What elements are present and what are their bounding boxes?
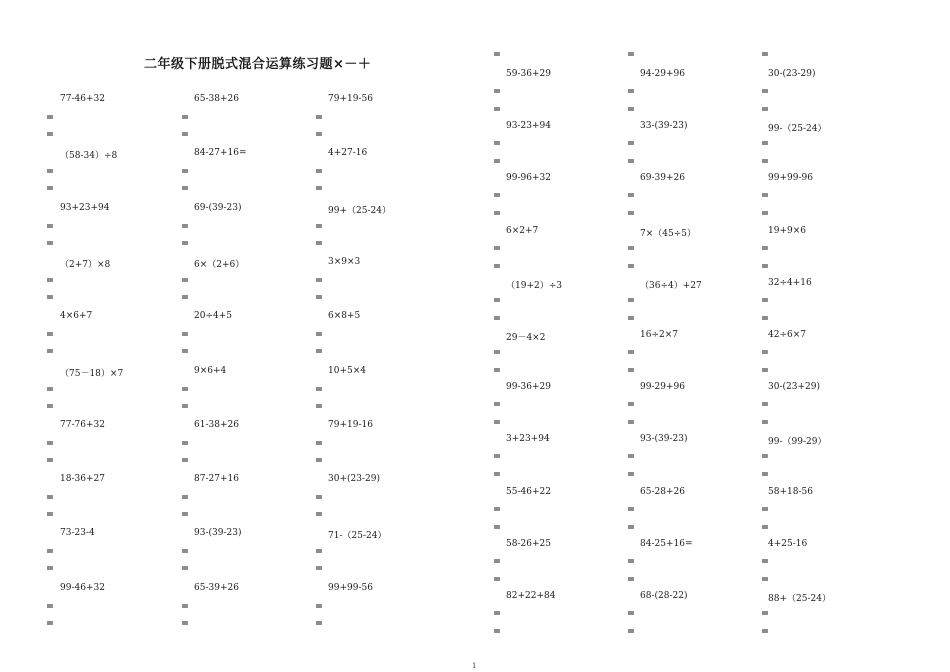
equals-sign: =	[181, 166, 189, 178]
equals-sign: =	[181, 437, 189, 449]
problem-text: 19+9×6	[768, 225, 806, 236]
problem-text: 99+99-96	[768, 173, 813, 184]
problem-text: 99-36+29	[506, 382, 551, 393]
equals-sign: =	[181, 183, 189, 195]
equals-sign: =	[181, 237, 189, 249]
equals-sign: =	[493, 138, 501, 150]
problem-text: 71-（25-24）	[328, 531, 387, 542]
equals-sign: =	[315, 112, 323, 123]
problem-text: 99-（99-29）	[768, 437, 827, 448]
equals-sign: =	[315, 454, 323, 466]
equals-sign: =	[627, 451, 635, 463]
equals-sign: =	[627, 503, 635, 515]
equals-sign: =	[493, 190, 501, 202]
problem-text: 93-(39-23)	[640, 434, 688, 445]
equals-sign: =	[181, 563, 189, 575]
equals-sign: =	[627, 86, 635, 97]
problem-text: 6×8+5	[328, 311, 361, 322]
equals-sign: =	[46, 274, 54, 286]
problem-text: 59-36+29	[506, 69, 551, 79]
problem-text: 68-(28-22)	[640, 591, 688, 601]
equals-sign: =	[46, 383, 54, 395]
equals-sign: =	[493, 312, 501, 324]
problem-text: 88+（25-24）	[768, 594, 831, 604]
equals-sign: =	[46, 346, 54, 358]
problem-text: 99-（25-24）	[768, 124, 827, 135]
equals-sign: =	[181, 220, 189, 232]
equals-sign: =	[315, 329, 323, 341]
equals-sign: =	[315, 383, 323, 395]
equals-sign: =	[627, 208, 635, 220]
equals-sign: =	[627, 156, 635, 168]
problem-text: 61-38+26	[194, 419, 239, 430]
equals-sign: =	[315, 492, 323, 504]
problem-text: 7×（45÷5）	[640, 228, 696, 239]
equals-sign: =	[627, 608, 635, 619]
equals-sign: =	[46, 563, 54, 575]
equals-sign: =	[46, 492, 54, 504]
equals-sign: =	[181, 492, 189, 504]
equals-sign: =	[181, 274, 189, 286]
equals-sign: =	[46, 617, 54, 629]
equals-sign: =	[46, 437, 54, 449]
equals-sign: =	[315, 183, 323, 195]
problem-text: （2+7）×8	[60, 259, 111, 270]
problem-text: 77-76+32	[60, 419, 105, 430]
equals-sign: =	[627, 190, 635, 202]
equals-sign: =	[46, 237, 54, 249]
equals-sign: =	[46, 129, 54, 140]
equals-sign: =	[181, 346, 189, 358]
equals-sign: =	[627, 347, 635, 358]
equals-sign: =	[493, 451, 501, 463]
equals-sign: =	[761, 156, 769, 168]
equals-sign: =	[315, 237, 323, 249]
equals-sign: =	[46, 600, 54, 612]
equals-sign: =	[761, 104, 769, 115]
equals-sign: =	[761, 312, 769, 324]
problem-text: 93-23+94	[506, 121, 551, 132]
equals-sign: =	[493, 521, 501, 533]
equals-sign: =	[493, 469, 501, 481]
equals-sign: =	[493, 242, 501, 254]
problem-text: 58-26+25	[506, 538, 551, 549]
problem-text: 79+19-56	[328, 94, 373, 104]
equals-sign: =	[493, 365, 501, 376]
problem-text: 84-27+16=	[194, 148, 247, 159]
equals-sign: =	[493, 555, 501, 567]
equals-sign: =	[761, 573, 769, 585]
equals-sign: =	[315, 563, 323, 575]
problem-text: 87-27+16	[194, 474, 239, 485]
problem-text: 73-23-4	[60, 528, 95, 539]
equals-sign: =	[627, 573, 635, 585]
problem-text: 82+22+84	[506, 591, 556, 601]
problem-text: （75－18）×7	[60, 368, 124, 379]
equals-sign: =	[46, 454, 54, 466]
equals-sign: =	[761, 417, 769, 429]
equals-sign: =	[493, 104, 501, 115]
equals-sign: =	[627, 312, 635, 324]
equals-sign: =	[493, 347, 501, 358]
problem-text: 69-39+26	[640, 173, 685, 184]
equals-sign: =	[761, 555, 769, 567]
equals-sign: =	[761, 294, 769, 306]
equals-sign: =	[493, 608, 501, 619]
equals-sign: =	[181, 383, 189, 395]
problem-text: 10+5×4	[328, 365, 366, 376]
equals-sign: =	[761, 86, 769, 97]
equals-sign: =	[315, 546, 323, 558]
equals-sign: =	[761, 190, 769, 202]
equals-sign: =	[315, 274, 323, 286]
problem-text: 99+（25-24）	[328, 205, 391, 216]
problem-text: 99-29+96	[640, 382, 685, 393]
equals-sign: =	[46, 183, 54, 195]
problem-text: 4×6+7	[60, 311, 93, 322]
equals-sign: =	[181, 291, 189, 303]
equals-sign: =	[761, 365, 769, 376]
equals-sign: =	[181, 112, 189, 123]
equals-sign: =	[627, 49, 635, 60]
problem-text: 65-38+26	[194, 94, 239, 104]
equals-sign: =	[315, 509, 323, 521]
problem-text: 30-(23+29)	[768, 382, 820, 393]
problem-text: 42÷6×7	[768, 330, 806, 340]
equals-sign: =	[761, 260, 769, 272]
problem-text: 4+25-16	[768, 538, 808, 549]
equals-sign: =	[315, 437, 323, 449]
problem-text: 18-36+27	[60, 474, 105, 485]
equals-sign: =	[181, 329, 189, 341]
problem-text: 93+23+94	[60, 202, 110, 213]
problem-text: 20÷4+5	[194, 311, 232, 322]
equals-sign: =	[315, 346, 323, 358]
equals-sign: =	[627, 104, 635, 115]
problem-text: 16÷2×7	[640, 330, 678, 340]
equals-sign: =	[627, 365, 635, 376]
problem-text: 94-29+96	[640, 69, 685, 79]
equals-sign: =	[315, 291, 323, 303]
equals-sign: =	[181, 546, 189, 558]
problem-text: 65-28+26	[640, 486, 685, 497]
equals-sign: =	[46, 329, 54, 341]
equals-sign: =	[493, 156, 501, 168]
equals-sign: =	[627, 469, 635, 481]
equals-sign: =	[761, 451, 769, 463]
equals-sign: =	[761, 503, 769, 515]
problem-text: 99+99-56	[328, 582, 373, 593]
equals-sign: =	[627, 399, 635, 411]
equals-sign: =	[315, 600, 323, 612]
equals-sign: =	[627, 626, 635, 637]
problem-text: （58-34）÷8	[60, 151, 118, 162]
page-title: 二年级下册脱式混合运算练习题×－＋	[144, 57, 372, 72]
problem-text: 65-39+26	[194, 582, 239, 593]
equals-sign: =	[315, 220, 323, 232]
equals-sign: =	[761, 208, 769, 220]
problem-text: 30-(23-29)	[768, 69, 816, 79]
equals-sign: =	[493, 86, 501, 97]
equals-sign: =	[493, 503, 501, 515]
equals-sign: =	[761, 399, 769, 411]
equals-sign: =	[493, 573, 501, 585]
problem-text: 33-(39-23)	[640, 121, 688, 132]
equals-sign: =	[181, 509, 189, 521]
problem-text: 30+(23-29)	[328, 474, 380, 485]
equals-sign: =	[493, 399, 501, 411]
problem-text: 69-(39-23)	[194, 202, 242, 213]
equals-sign: =	[493, 417, 501, 429]
problem-text: 55-46+22	[506, 486, 551, 497]
problem-text: 32÷4+16	[768, 277, 812, 288]
equals-sign: =	[761, 347, 769, 358]
equals-sign: =	[493, 626, 501, 637]
equals-sign: =	[315, 129, 323, 140]
problem-text: 29－4×2	[506, 333, 546, 343]
problem-text: 99-46+32	[60, 582, 105, 593]
equals-sign: =	[627, 521, 635, 533]
equals-sign: =	[761, 469, 769, 481]
equals-sign: =	[46, 509, 54, 521]
problem-text: 84-25+16=	[640, 538, 693, 549]
equals-sign: =	[315, 617, 323, 629]
equals-sign: =	[315, 400, 323, 412]
equals-sign: =	[761, 626, 769, 637]
problem-text: 3+23+94	[506, 434, 550, 445]
equals-sign: =	[315, 166, 323, 178]
equals-sign: =	[761, 521, 769, 533]
problem-text: 3×9×3	[328, 256, 361, 267]
problem-text: 99-96+32	[506, 173, 551, 184]
problem-text: 93-(39-23)	[194, 528, 242, 539]
equals-sign: =	[46, 112, 54, 123]
page-number: 1	[472, 662, 477, 670]
equals-sign: =	[46, 291, 54, 303]
equals-sign: =	[627, 555, 635, 567]
equals-sign: =	[761, 242, 769, 254]
equals-sign: =	[493, 208, 501, 220]
problem-text: 79+19-16	[328, 419, 373, 430]
equals-sign: =	[181, 129, 189, 140]
equals-sign: =	[181, 600, 189, 612]
equals-sign: =	[181, 400, 189, 412]
equals-sign: =	[46, 220, 54, 232]
equals-sign: =	[627, 242, 635, 254]
problem-text: 6×2+7	[506, 225, 539, 236]
problem-text: （19+2）÷3	[506, 280, 562, 291]
equals-sign: =	[761, 608, 769, 619]
equals-sign: =	[181, 617, 189, 629]
equals-sign: =	[493, 294, 501, 306]
equals-sign: =	[493, 49, 501, 60]
equals-sign: =	[46, 546, 54, 558]
equals-sign: =	[761, 138, 769, 150]
equals-sign: =	[46, 166, 54, 178]
problem-text: 6×（2+6）	[194, 259, 245, 270]
equals-sign: =	[181, 454, 189, 466]
equals-sign: =	[627, 294, 635, 306]
equals-sign: =	[761, 49, 769, 60]
problem-text: 4+27-16	[328, 148, 368, 159]
problem-text: 77-46+32	[60, 94, 105, 104]
problem-text: 9×6+4	[194, 365, 227, 376]
equals-sign: =	[493, 260, 501, 272]
equals-sign: =	[627, 138, 635, 150]
problem-text: （36÷4）+27	[640, 280, 702, 291]
equals-sign: =	[627, 260, 635, 272]
problem-text: 58+18-56	[768, 486, 813, 497]
equals-sign: =	[627, 417, 635, 429]
equals-sign: =	[46, 400, 54, 412]
